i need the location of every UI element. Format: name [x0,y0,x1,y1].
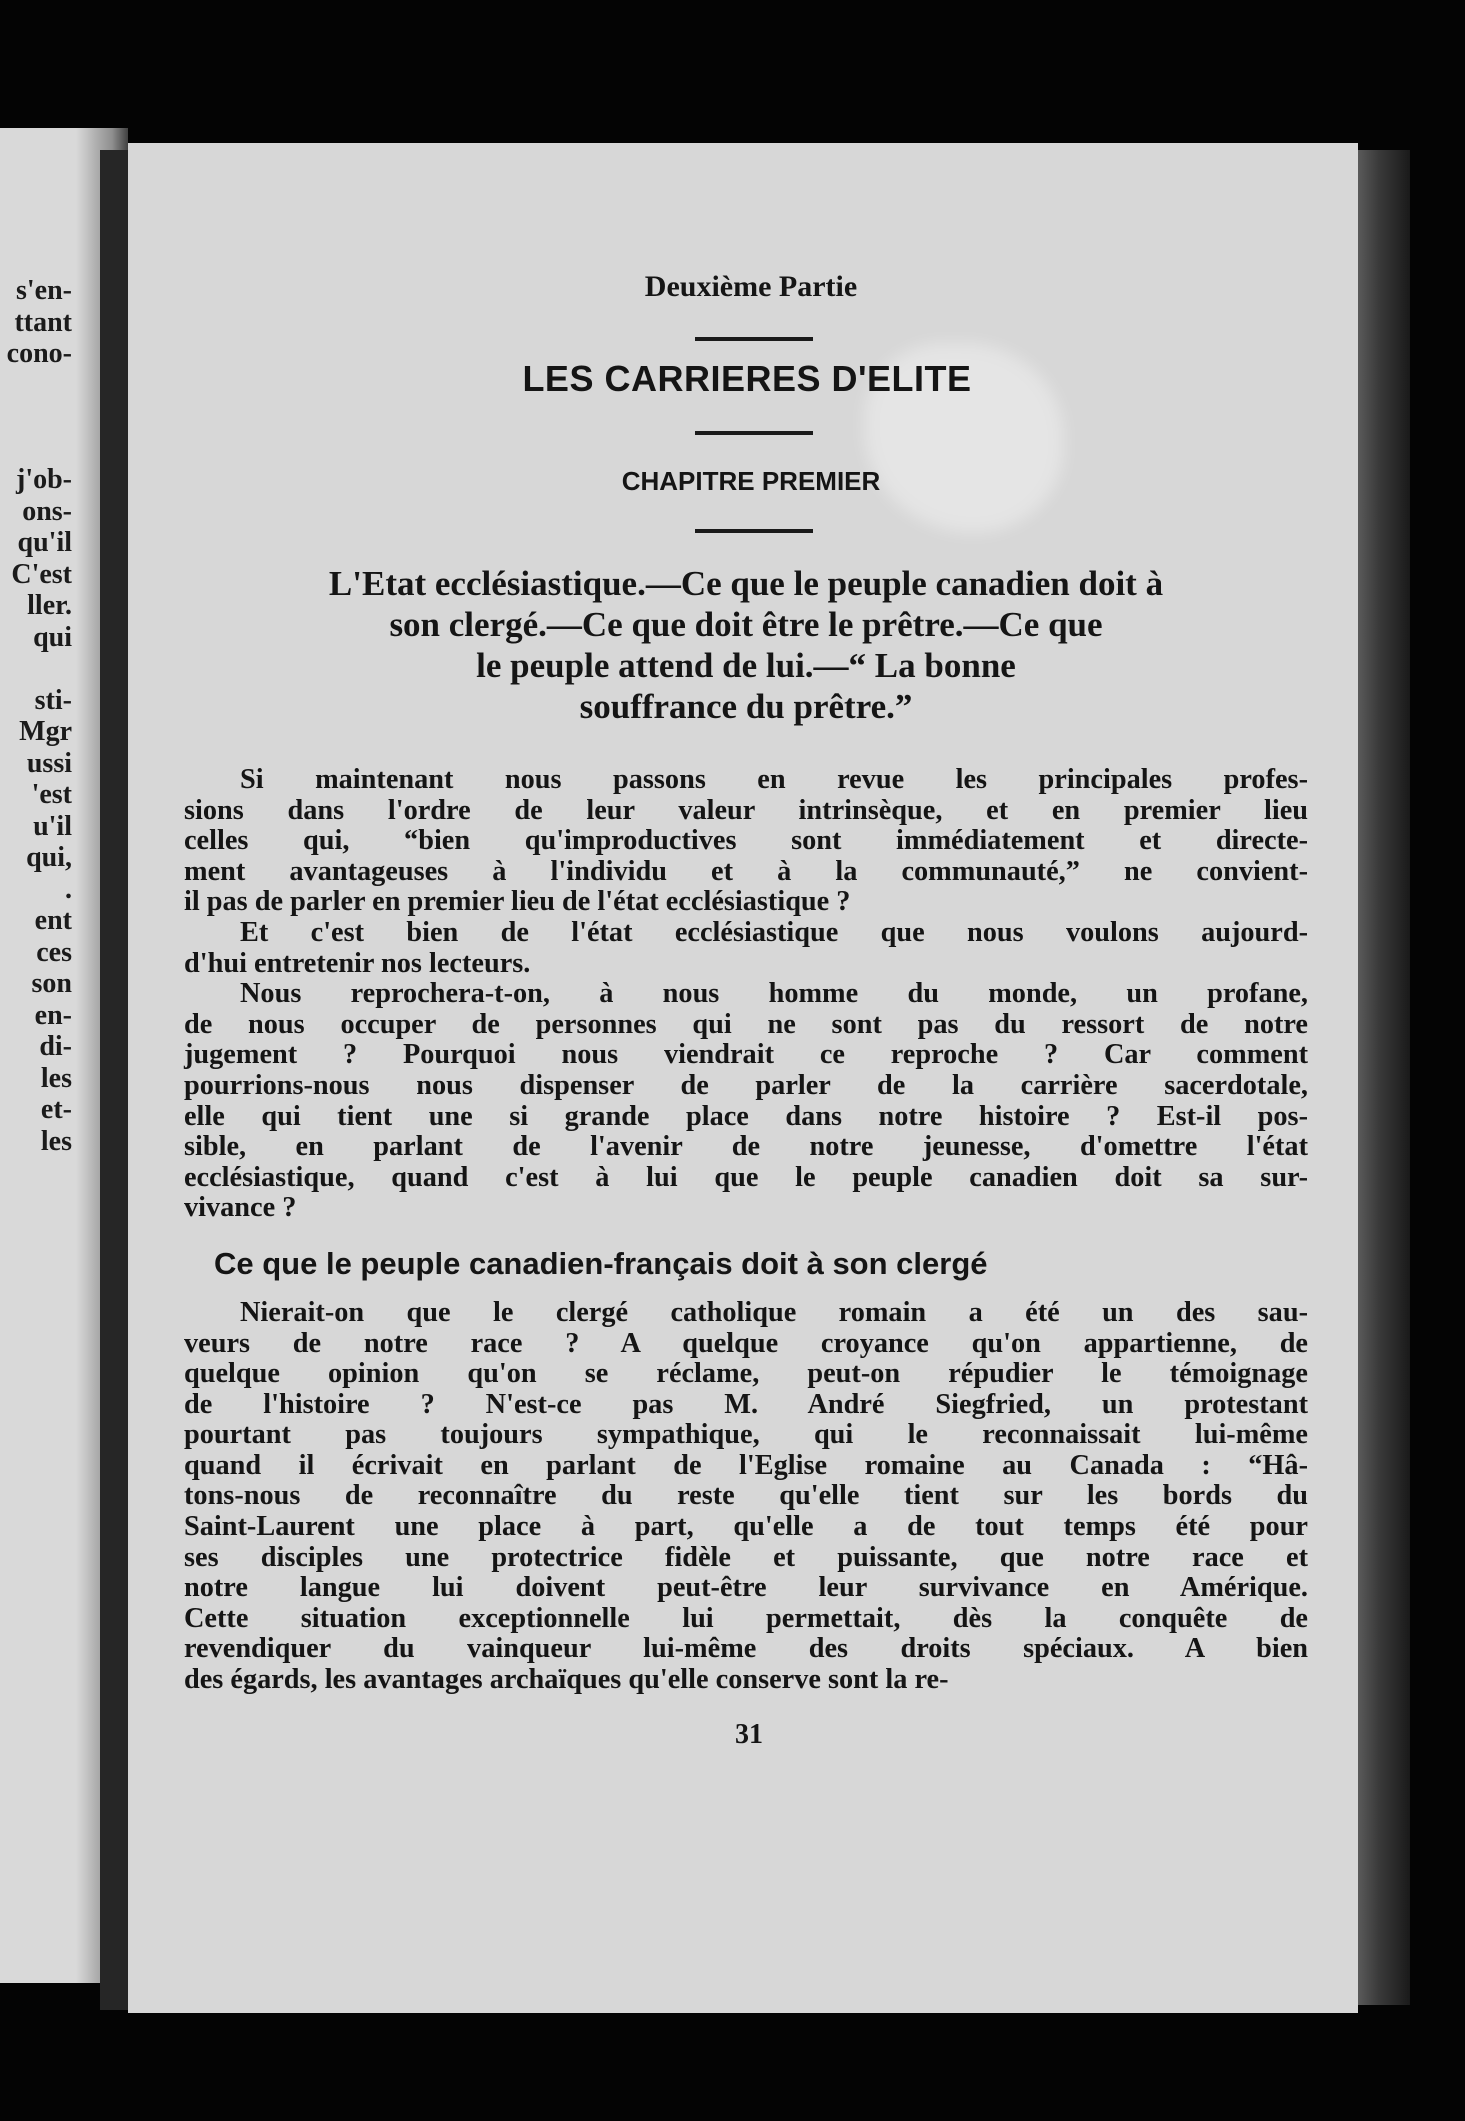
paragraph-line: tons-nous de reconnaître du reste qu'elle tient sur les bords du [184,1480,1308,1512]
body-paragraphs [184,765,1308,1224]
left-page-fragment: di- [39,1031,72,1062]
book-page [128,143,1358,2013]
left-page-fragment: en- [34,999,72,1031]
body-paragraph [184,918,1308,979]
left-page-fragment: Mgr [19,716,72,747]
part-label: Deuxième Partie [644,270,858,303]
page-number: 31 [735,1718,763,1750]
left-page-fragment: ussi [26,747,72,779]
paragraph-line: jugement ? Pourquoi nous viendrait ce reproche ? Car comment [184,1039,1308,1071]
paragraph-line: celles qui, “bien qu'improductives sont immédiatement et directe- [184,825,1308,857]
paragraph-line: pourtant pas toujours sympathique, qui le reconnaissait lui-même [184,1419,1308,1451]
left-page-fragment: son [31,968,72,999]
left-page-fragment: sti- [34,684,72,716]
section-heading: Ce que le peuple canadien-français doit à son clergé [214,1245,988,1281]
paragraph-line: de l'histoire ? N'est-ce pas M. André Siegfried, un protestant [184,1388,1308,1420]
left-page-fragment: et- [40,1094,72,1125]
paragraph-line: pourrions-nous nous dispenser de parler de la carrière sacerdotale, [184,1069,1308,1101]
left-page-fragment [7,370,72,402]
paragraph-line: des égards, les avantages archaïques qu'elle conserve sont la re- [184,1664,949,1696]
left-page-fragment [7,653,72,685]
body-paragraphs [184,1298,1308,1696]
chapter-heading-line: son clergé.—Ce que doit être le prêtre.—Ce que [389,605,1103,644]
left-page-fragment: ent [34,905,72,936]
paragraph-line: Et c'est bien de l'état ecclésiastique que nous voulons aujourd- [240,916,1308,948]
left-page-fragment: 'est [31,779,72,810]
paragraph-line: quelque opinion qu'on se réclame, peut-on répudier le témoignage [184,1358,1308,1390]
paragraph-line: Nierait-on que le clergé catholique romain a été un des sau- [240,1296,1308,1328]
left-page-fragment: ons- [22,495,72,527]
divider-rule [695,337,813,341]
paragraph-line: Si maintenant nous passons en revue les principales profes- [240,764,1308,795]
paragraph-line: ment avantageuses à l'individu et à la communauté,” ne convient- [184,855,1308,887]
page-stack-edge [1358,150,1410,2005]
left-page-fragment: qui, [26,842,72,873]
paragraph-line: notre langue lui doivent peut-être leur survivance en Amérique. [184,1572,1308,1604]
left-page-fragment: qu'il [17,527,72,558]
left-page-fragment: ller. [27,590,72,621]
paragraph-line: d'hui entretenir nos lecteurs. [184,947,531,979]
left-page-fragment: j'ob- [16,464,72,495]
divider-rule [695,431,813,435]
paragraph-line: veurs de notre race ? A quelque croyance qu'on appartienne, de [184,1327,1308,1359]
paragraph-line: vivance ? [184,1192,297,1224]
paragraph-line: quand il écrivait en parlant de l'Eglise romaine au Canada : “Hâ- [184,1449,1308,1481]
body-paragraph [184,765,1308,918]
paragraph-line: Nous reprochera-t-on, à nous homme du monde, un profane, [240,978,1308,1010]
left-page-fragment [7,433,72,465]
paragraph-line: elle qui tient une si grande place dans notre histoire ? Est-il pos- [184,1100,1308,1132]
paragraph-line: sible, en parlant de l'avenir de notre jeunesse, d'omettre l'état [184,1131,1308,1163]
left-page-fragment: . [65,873,72,905]
paragraph-line: de nous occuper de personnes qui ne sont pas du ressort de notre [184,1008,1308,1040]
chapter-heading-line: souffrance du prêtre.” [579,687,913,726]
divider-rule [695,529,813,533]
page-title: LES CARRIERES D'ELITE [522,358,972,399]
left-page-fragment: les [40,1062,72,1094]
body-paragraph [184,1298,1308,1696]
left-page-text-fragments [7,275,72,1157]
chapter-heading [184,563,1308,727]
left-page-fragment: qui [33,621,72,653]
paragraph-line: il pas de parler en premier lieu de l'état ecclésiastique ? [184,886,851,918]
left-page-fragment: ttant [14,306,72,338]
paragraph-line: sions dans l'ordre de leur valeur intrinsèque, et en premier lieu [184,794,1308,826]
page-text-block [184,269,1308,1752]
body-paragraph [184,979,1308,1224]
left-page-fragment: u'il [33,810,72,842]
left-page-fragment [7,401,72,433]
left-page-fragment: cono- [6,338,72,369]
chapter-heading-line: le peuple attend de lui.—“ La bonne [476,646,1016,685]
left-page-fragment: C'est [11,558,72,590]
left-page-fragment: ces [36,936,72,968]
paragraph-line: ses disciples une protectrice fidèle et puissante, que notre race et [184,1541,1308,1573]
paragraph-line: ecclésiastique, quand c'est à lui que le peuple canadien doit sa sur- [184,1161,1308,1193]
paragraph-line: Cette situation exceptionnelle lui permettait, dès la conquête de [184,1602,1308,1634]
left-page-fragment: les [40,1125,72,1157]
paragraph-line: Saint-Laurent une place à part, qu'elle a de tout temps été pour [184,1511,1308,1543]
left-page-fragment: s'en- [16,275,72,306]
chapter-heading-line: L'Etat ecclésiastique.—Ce que le peuple canadien doit à [328,564,1164,603]
paragraph-line: revendiquer du vainqueur lui-même des droits spéciaux. A bien [184,1633,1308,1665]
chapter-label: CHAPITRE PREMIER [621,466,881,496]
